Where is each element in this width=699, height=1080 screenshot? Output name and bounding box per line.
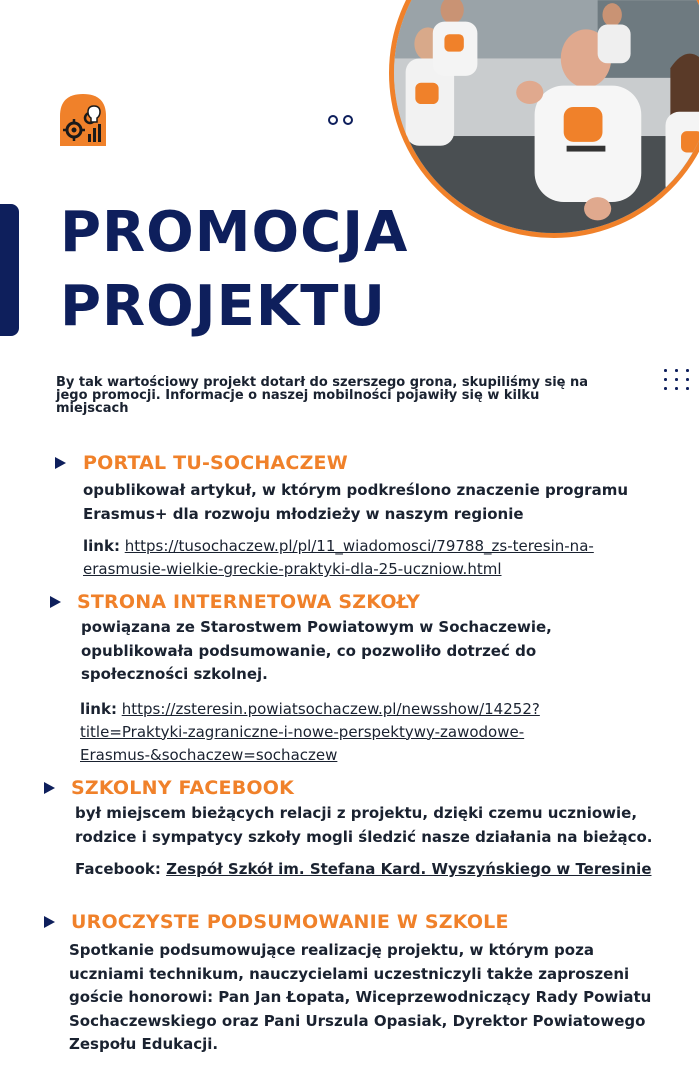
section-body: był miejscem bieżących relacji z projektu, dzięki czemu uczniowie, rodzice i sympatycy szkoły mogli śledzić nasze działania na bieżąco. [75, 804, 653, 846]
left-accent-bar [0, 204, 19, 336]
section-portal [55, 452, 675, 581]
decorative-grid-dots [664, 369, 690, 391]
section-title: SZKOLNY FACEBOOK [71, 777, 294, 799]
section-link-row [80, 698, 670, 767]
school-link-line1[interactable]: https://zsteresin.powiatsochaczew.pl/newsshow/14252? [121, 699, 540, 718]
play-triangle-icon [44, 782, 55, 794]
portal-link-line2[interactable]: erasmusie-wielkie-greckie-praktyki-dla-25-uczniow.html [83, 560, 502, 578]
students-photo [389, 0, 699, 238]
section-school-website [50, 591, 670, 767]
link-label: Facebook: [75, 860, 161, 878]
page-title-line1: PROMOCJA [60, 200, 409, 265]
section-title: PORTAL TU-SOCHACZEW [83, 452, 348, 474]
school-link-line2[interactable]: title=Praktyki-zagraniczne-i-nowe-perspektywy-zawodowe- [80, 722, 525, 741]
section-link-row [75, 858, 674, 881]
play-triangle-icon [44, 916, 55, 928]
section-body: Spotkanie podsumowujące realizację projektu, w którym poza uczniami technikum, nauczycielami uczestniczyli także zaproszeni goście honorowi: Pan Jan Łopata, Wiceprzewodniczący Rady Powiatu Sochaczewskiego oraz Pani Urszula Opasiak, Dyrektor Powiatowego Zespołu Edukacji. [69, 941, 652, 1053]
section-body: powiązana ze Starostwem Powiatowym w Sochaczewie, opublikowała podsumowanie, co pozwoliło dotrzeć do społeczności szkolnej. [81, 618, 552, 683]
page-title-line2: PROJEKTU [60, 274, 386, 339]
section-title: STRONA INTERNETOWA SZKOŁY [77, 591, 421, 613]
section-facebook [44, 777, 674, 881]
decorative-dots [328, 115, 353, 125]
section-title: UROCZYSTE PODSUMOWANIE W SZKOLE [71, 911, 509, 933]
portal-link-line1[interactable]: https://tusochaczew.pl/pl/11_wiadomosci/79788_zs-teresin-na- [124, 537, 594, 555]
page-title [60, 196, 408, 344]
dot-icon [343, 115, 353, 125]
link-label: link: [83, 537, 120, 555]
section-body: opublikował artykuł, w którym podkreślono znaczenie programu Erasmus+ dla rozwoju młodzieży w naszym regionie [83, 481, 629, 523]
play-triangle-icon [50, 596, 61, 608]
school-link-line3[interactable]: Erasmus-&sochaczew=sochaczew [80, 745, 338, 764]
gears-bulb-logo-icon [60, 94, 106, 146]
link-label: link: [80, 699, 117, 718]
intro-text: By tak wartościowy projekt dotarł do szerszego grona, skupiliśmy się na jego promocji. Informacje o naszej mobilności pojawiły się w kilku miejscach [56, 375, 589, 416]
play-triangle-icon [55, 457, 66, 469]
dot-icon [328, 115, 338, 125]
section-summary [44, 911, 674, 1057]
section-link-row [83, 535, 675, 581]
facebook-link[interactable]: Zespół Szkół im. Stefana Kard. Wyszyńskiego w Teresinie [166, 860, 652, 878]
